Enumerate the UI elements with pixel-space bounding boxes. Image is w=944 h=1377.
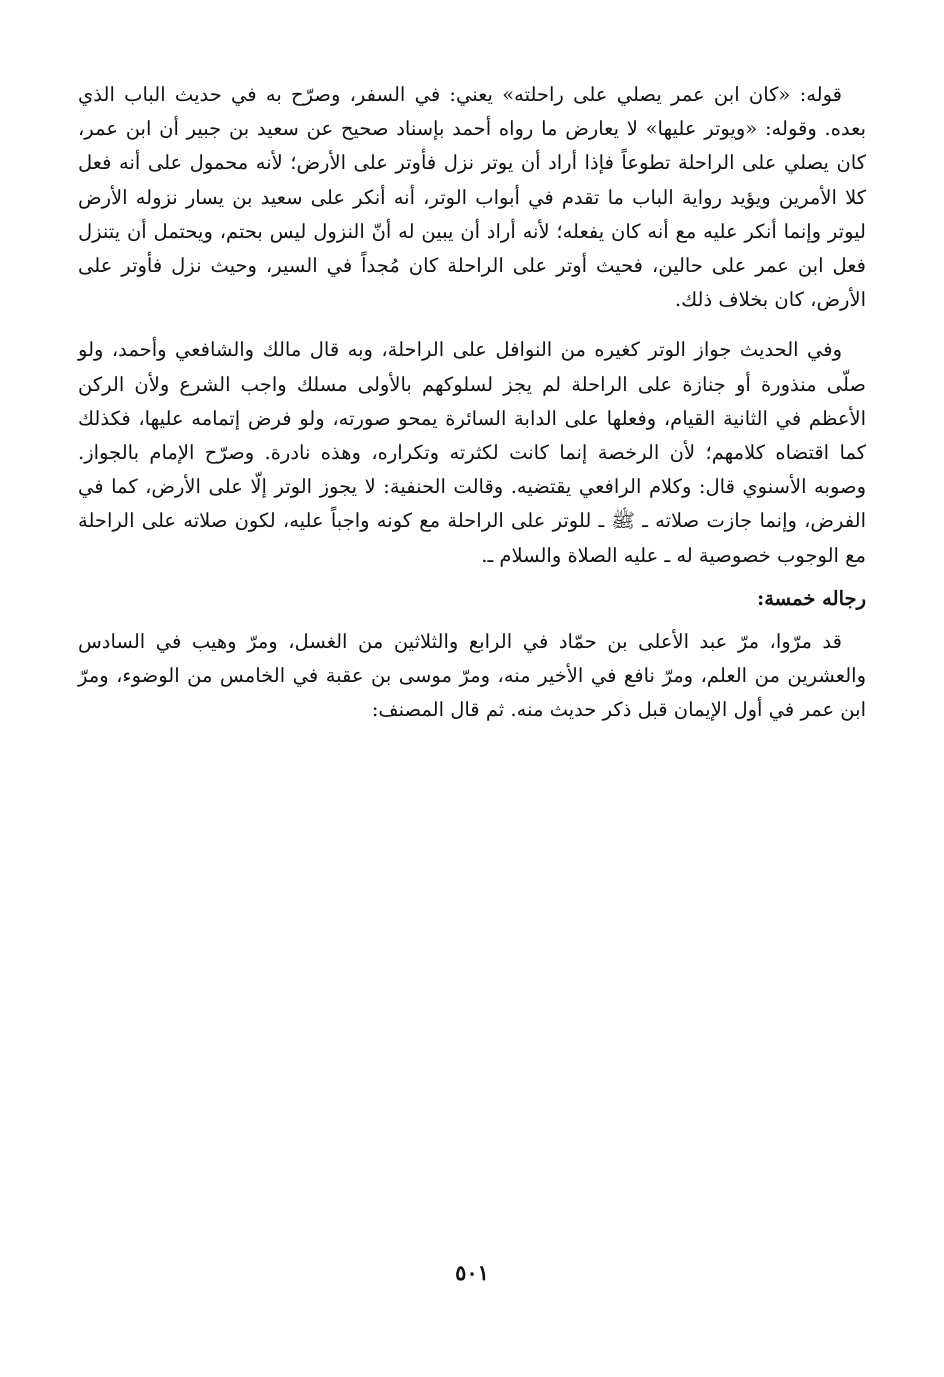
narrators-heading: رجاله خمسة: [757,586,866,610]
commentary-paragraph: قوله: «كان ابن عمر يصلي على راحلته» يعني: في السفر، وصرّح به في حديث الباب الذي بعده. وقوله: «ويوتر عليها» لا يعارض ما رواه أحمد بإسناد صحيح عن سعيد بن جبير أن ابن عمر، كان يصلي على الراحلة تطوعاً فإذا أراد أن يوتر نزل فأوتر على الأرض؛ لأنه محمول على أنه فعل كلا الأمرين ويؤيد رواية الباب ما تقدم في أبواب الوتر، أنه أنكر على سعيد بن يسار نزوله الأرض ليوتر وإنما أنكر عليه مع أنه كان يفعله؛ لأنه أراد أن يبين له أنّ النزول ليس بحتم، ويحتمل أن يتنزل فعل ابن عمر على حالين، فحيث أوتر على الراحلة كان مُجداً في السير، وحيث نزل فأوتر على الأرض، كان بخلاف ذلك. [78,83,866,312]
narrators-paragraph: قد مرّوا، مرّ عبد الأعلى بن حمّاد في الرابع والثلاثين من الغسل، ومرّ وهيب في السادس والعشرين من العلم، ومرّ نافع في الأخير منه، ومرّ موسى بن عقبة في الخامس من الوضوء، ومرّ ابن عمر في أول الإيمان قبل ذكر حديث منه. ثم قال المصنف: [78,629,866,722]
ruling-paragraph: وفي الحديث جواز الوتر كغيره من النوافل على الراحلة، وبه قال مالك والشافعي وأحمد، ولو صلّى منذورة أو جنازة على الراحلة لم يجز لسلوكهم بالأولى مسلك واجب الشرع ولأن الركن الأعظم في الثانية القيام، وفعلها على الدابة السائرة يمحو صورته، ولو فرض إتمامه عليها، فكذلك كما اقتضاه كلامهم؛ لأن الرخصة إنما كانت لكثرته وتكراره، وهذه نادرة. وصرّح الإمام بالجواز. وصوبه الأسنوي قال: وكلام الرافعي يقتضيه. وقالت الحنفية: لا يجوز الوتر إلّا على الأرض، كما في الفرض، وإنما جازت صلاته ـ ﷺ ـ للوتر على الراحلة مع كونه واجباً عليه، لكون صلاته على الراحلة مع الوجوب خصوصية له ـ عليه الصلاة والسلام ـ. [78,338,866,567]
page-body [78,78,866,727]
page-number: ٥٠١ [455,1260,489,1285]
